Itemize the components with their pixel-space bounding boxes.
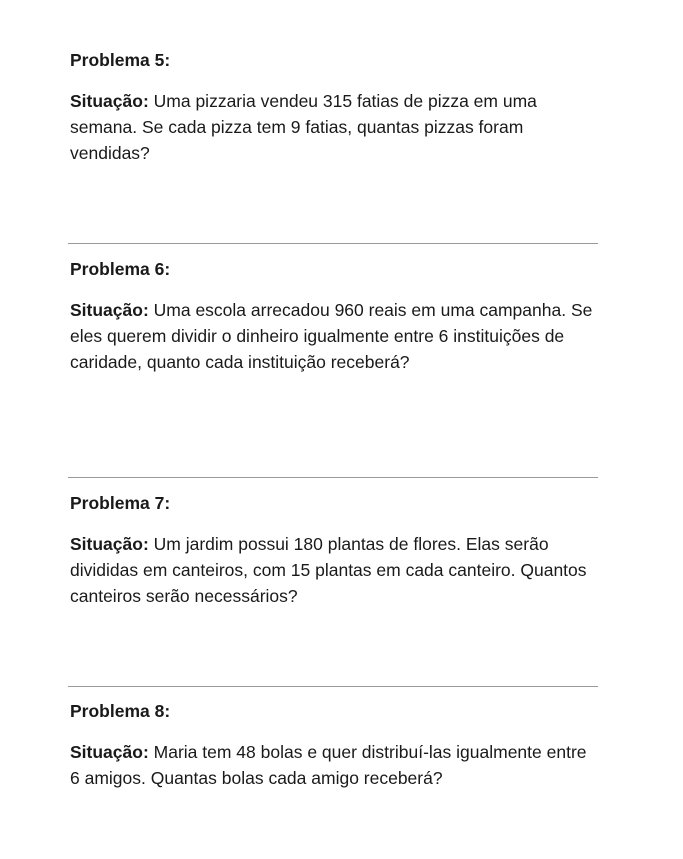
problem-8 (70, 700, 600, 791)
problem-5 (70, 49, 600, 166)
situation-label: Situação: (70, 91, 149, 111)
situation-text: Um jardim possui 180 plantas de flores. Elas serão divididas em canteiros, com 15 plantas em cada canteiro. Quantos canteiros serão necessários? (70, 534, 587, 606)
problem-title: Problema 6: (70, 259, 171, 279)
divider-line (68, 243, 598, 244)
problem-title: Problema 5: (70, 50, 171, 70)
problem-title: Problema 8: (70, 701, 171, 721)
divider-line (68, 477, 598, 478)
situation-label: Situação: (70, 300, 149, 320)
problem-situation (70, 88, 600, 166)
problem-situation (70, 531, 600, 609)
situation-label: Situação: (70, 742, 149, 762)
divider-line (68, 686, 598, 687)
situation-text: Uma escola arrecadou 960 reais em uma campanha. Se eles querem dividir o dinheiro igualmente entre 6 instituições de caridade, quanto cada instituição receberá? (70, 300, 593, 372)
situation-text: Maria tem 48 bolas e quer distribuí-las igualmente entre 6 amigos. Quantas bolas cada amigo receberá? (70, 742, 587, 788)
situation-label: Situação: (70, 534, 149, 554)
situation-text: Uma pizzaria vendeu 315 fatias de pizza em uma semana. Se cada pizza tem 9 fatias, quantas pizzas foram vendidas? (70, 91, 537, 163)
problem-7 (70, 492, 600, 609)
problem-situation (70, 297, 600, 375)
problem-title: Problema 7: (70, 493, 171, 513)
problem-6 (70, 258, 600, 375)
problem-situation (70, 739, 600, 791)
